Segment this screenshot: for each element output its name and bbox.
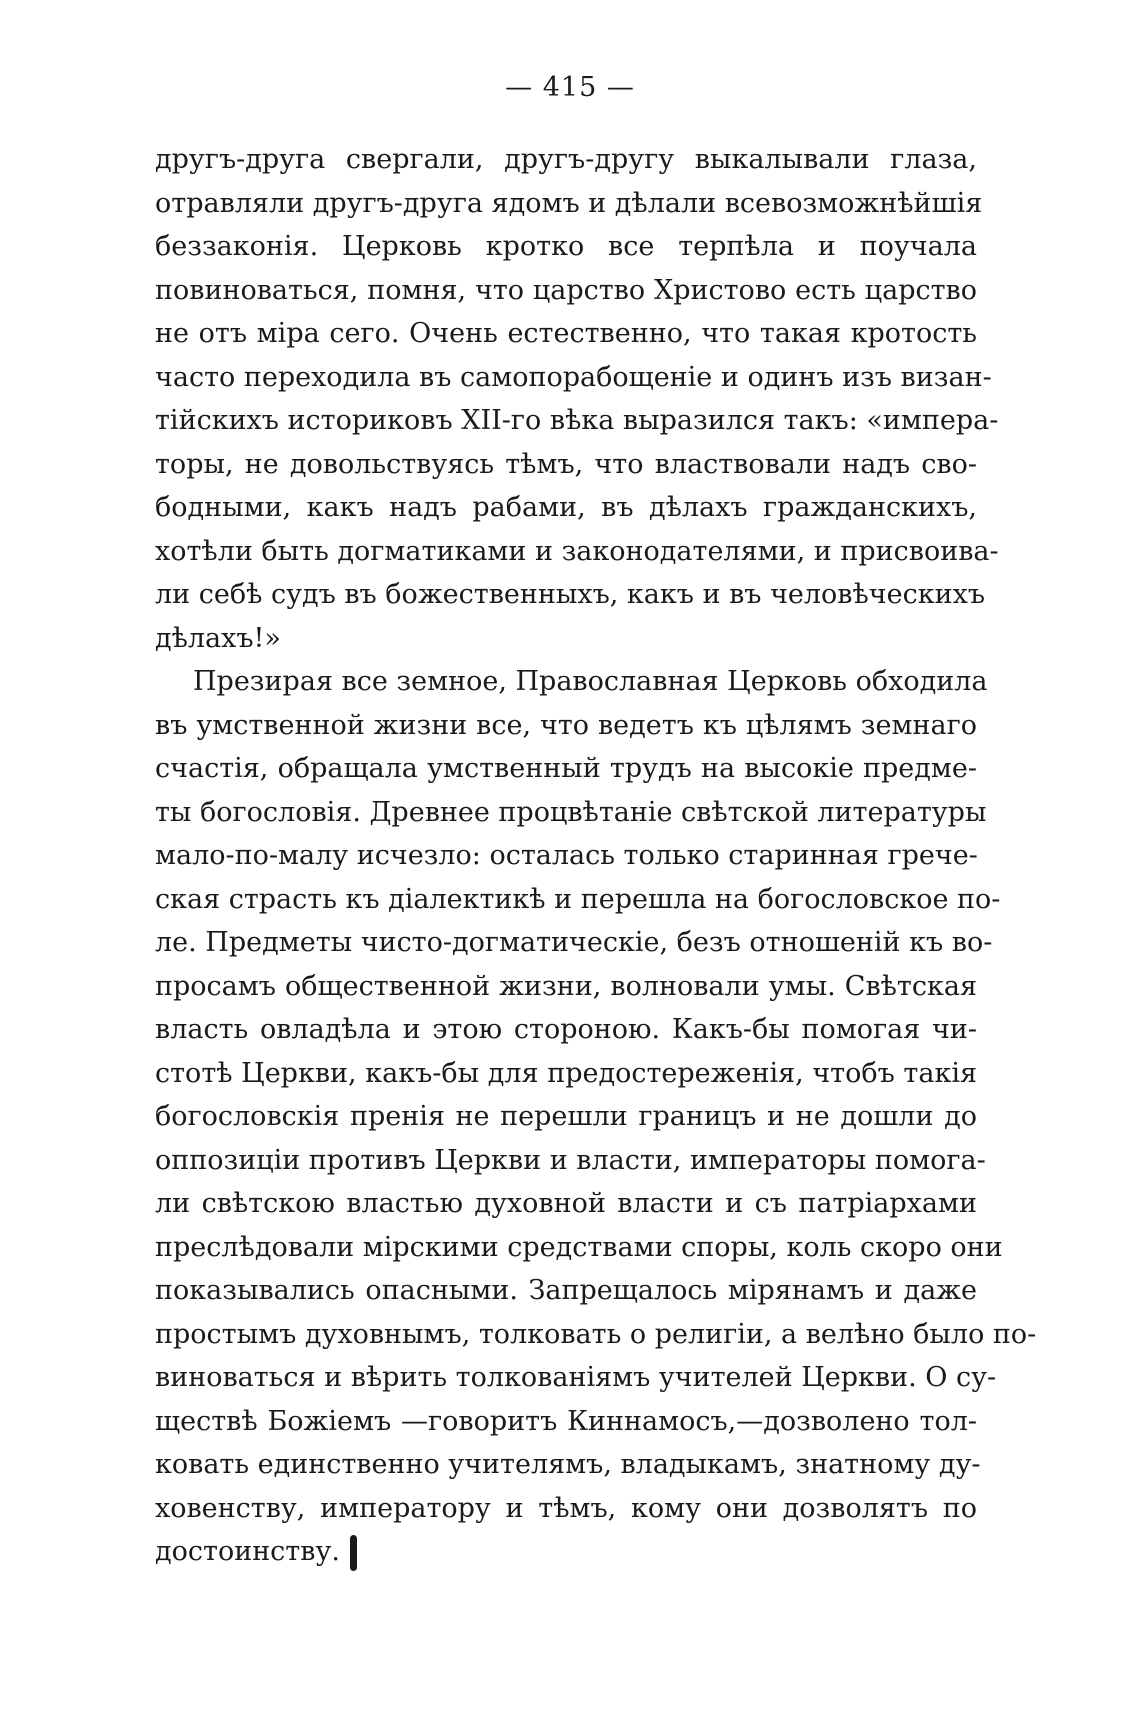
text-line: власть овладѣла и этою стороною. Какъ-бы помогая чи- [155,1014,977,1045]
text-line: ли свѣтскою властью духовной власти и съ патріархами [155,1188,977,1219]
text-line: простымъ духовнымъ, толковать о религіи, а велѣно было по- [155,1318,1037,1350]
text-line: оппозиціи противъ Церкви и власти, императоры помога- [155,1144,986,1176]
text-line-final [155,1530,977,1574]
text-line: стотѣ Церкви, какъ-бы для предостереженія, чтобъ такія [155,1057,977,1089]
text-line: просамъ общественной жизни, волновали умы. Свѣтская [155,970,977,1002]
text-line: ли себѣ судъ въ божественныхъ, какъ и въ человѣческихъ [155,579,986,610]
text-line: ществѣ Божіемъ —говоритъ Киннамосъ,—дозволено тол- [155,1405,977,1437]
paragraph-2 [155,660,1037,1574]
text-line: богословскія пренія не перешли границъ и не дошли до [155,1101,977,1132]
text-line: другъ-друга свергали, другъ-другу выкалывали глаза, [155,144,977,175]
text-line: ле. Предметы чисто-догматическіе, безъ отношеній къ во- [155,927,993,958]
text-line: Презирая все земное, Православная Церковь обходила [193,666,988,697]
text-line: ковать единственно учителямъ, владыкамъ, знатному ду- [155,1449,981,1480]
text-line: ская страсть къ діалектикѣ и перешла на богословское по- [155,883,1001,915]
text-line: беззаконія. Церковь кротко все терпѣла и поучала [155,231,977,262]
text-line: часто переходила въ самопорабощеніе и одинъ изъ визан- [155,361,992,393]
closing-bracket-mark [350,1535,357,1571]
text-line: повиноваться, помня, что царство Христово есть царство [155,274,977,306]
text-line: мало-по-малу исчезло: осталась только старинная грече- [155,840,978,871]
page-text [155,138,1037,1574]
text-line: ховенству, императору и тѣмъ, кому они дозволятъ по [155,1492,977,1524]
final-line-text: достоинству. [155,1536,340,1567]
text-line: бодными, какъ надъ рабами, въ дѣлахъ гражданскихъ, [155,492,977,523]
text-line: виноваться и вѣрить толкованіямъ учителей Церкви. О су- [155,1362,997,1393]
text-line: тійскихъ историковъ XII-го вѣка выразился такъ: «импера- [155,405,999,436]
text-line: показывались опасными. Запрещалось мірянамъ и даже [155,1275,977,1306]
paragraph-1 [155,138,999,660]
text-line: дѣлахъ!» [155,622,281,654]
page-number: — 415 — [505,72,635,103]
text-line: въ умственной жизни все, что ведетъ къ цѣлямъ земнаго [155,709,977,741]
text-line: счастія, обращала умственный трудъ на высокіе предме- [155,753,977,784]
text-line: не отъ міра сего. Очень естественно, что такая кротость [155,318,977,349]
text-line: торы, не довольствуясь тѣмъ, что властвовали надъ сво- [155,448,977,480]
text-line: ты богословія. Древнее процвѣтаніе свѣтской литературы [155,796,987,828]
text-line: преслѣдовали мірскими средствами споры, коль скоро они [155,1231,1003,1263]
text-line: хотѣли быть догматиками и законодателями, и присвоива- [155,535,999,567]
text-line: отравляли другъ-друга ядомъ и дѣлали всевозможнѣйшія [155,187,983,219]
